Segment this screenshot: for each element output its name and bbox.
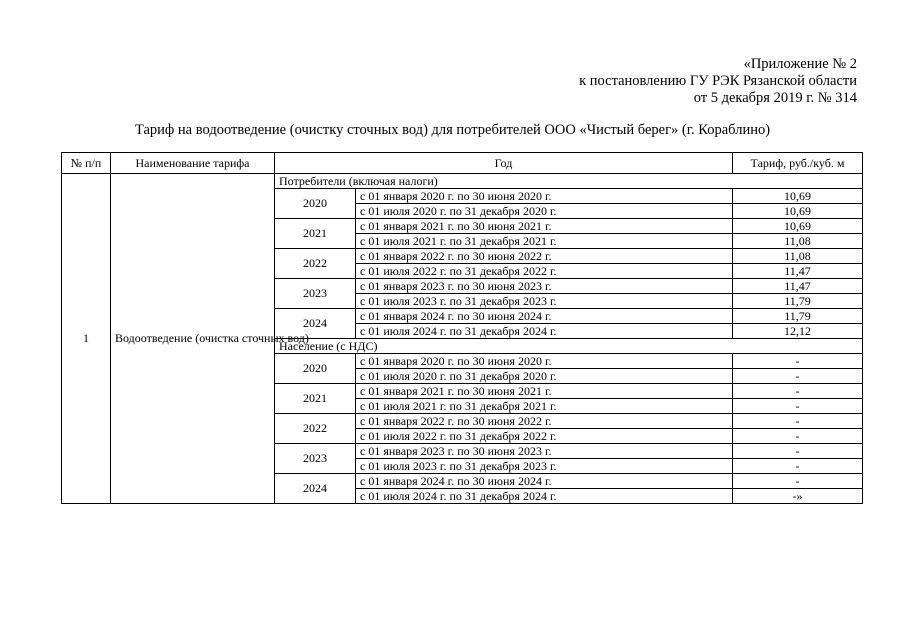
tariff-value-cell: - bbox=[733, 354, 863, 369]
tariff-value-cell: -» bbox=[733, 489, 863, 504]
appendix-line-3: от 5 декабря 2019 г. № 314 bbox=[693, 90, 857, 106]
tariff-value-cell: 12,12 bbox=[733, 324, 863, 339]
period-cell: с 01 января 2024 г. по 30 июня 2024 г. bbox=[356, 309, 733, 324]
year-cell: 2020 bbox=[275, 354, 356, 384]
column-header-name: Наименование тарифа bbox=[111, 153, 275, 174]
tariff-value-cell: 11,08 bbox=[733, 249, 863, 264]
period-cell: с 01 января 2020 г. по 30 июня 2020 г. bbox=[356, 354, 733, 369]
tariff-value-cell: - bbox=[733, 474, 863, 489]
appendix-header bbox=[579, 56, 857, 107]
period-cell: с 01 января 2022 г. по 30 июня 2022 г. bbox=[356, 249, 733, 264]
tariff-name: Водоотведение (очистка сточных вод) bbox=[111, 174, 275, 504]
tariff-value-cell: - bbox=[733, 384, 863, 399]
tariff-value-cell: 11,79 bbox=[733, 309, 863, 324]
tariff-value-cell: 11,08 bbox=[733, 234, 863, 249]
year-cell: 2024 bbox=[275, 474, 356, 504]
tariff-value-cell: 11,47 bbox=[733, 279, 863, 294]
tariff-table bbox=[61, 152, 863, 504]
tariff-value-cell: - bbox=[733, 399, 863, 414]
period-cell: с 01 января 2020 г. по 30 июня 2020 г. bbox=[356, 189, 733, 204]
group-label: Население (с НДС) bbox=[275, 339, 863, 354]
document-title: Тариф на водоотведение (очистку сточных вод) для потребителей ООО «Чистый берег» (г. Кораблино) bbox=[134, 122, 771, 138]
year-cell: 2022 bbox=[275, 249, 356, 279]
period-cell: с 01 июля 2024 г. по 31 декабря 2024 г. bbox=[356, 489, 733, 504]
row-number: 1 bbox=[62, 174, 111, 504]
period-cell: с 01 января 2023 г. по 30 июня 2023 г. bbox=[356, 444, 733, 459]
tariff-value-cell: 11,79 bbox=[733, 294, 863, 309]
column-header-number: № п/п bbox=[62, 153, 111, 174]
year-cell: 2020 bbox=[275, 189, 356, 219]
period-cell: с 01 июля 2023 г. по 31 декабря 2023 г. bbox=[356, 294, 733, 309]
tariff-value-cell: - bbox=[733, 429, 863, 444]
year-cell: 2023 bbox=[275, 444, 356, 474]
period-cell: с 01 января 2024 г. по 30 июня 2024 г. bbox=[356, 474, 733, 489]
appendix-line-1: «Приложение № 2 bbox=[743, 56, 857, 72]
appendix-line-2: к постановлению ГУ РЭК Рязанской области bbox=[579, 73, 857, 89]
year-cell: 2024 bbox=[275, 309, 356, 339]
tariff-value-cell: - bbox=[733, 369, 863, 384]
period-cell: с 01 января 2022 г. по 30 июня 2022 г. bbox=[356, 414, 733, 429]
period-cell: с 01 июля 2021 г. по 31 декабря 2021 г. bbox=[356, 234, 733, 249]
tariff-value-cell: 11,47 bbox=[733, 264, 863, 279]
year-cell: 2021 bbox=[275, 384, 356, 414]
period-cell: с 01 июля 2020 г. по 31 декабря 2020 г. bbox=[356, 204, 733, 219]
tariff-value-cell: - bbox=[733, 459, 863, 474]
year-cell: 2023 bbox=[275, 279, 356, 309]
tariff-value-cell: - bbox=[733, 414, 863, 429]
period-cell: с 01 июля 2021 г. по 31 декабря 2021 г. bbox=[356, 399, 733, 414]
year-cell: 2022 bbox=[275, 414, 356, 444]
tariff-value-cell: 10,69 bbox=[733, 204, 863, 219]
tariff-value-cell: - bbox=[733, 444, 863, 459]
year-cell: 2021 bbox=[275, 219, 356, 249]
period-cell: с 01 июля 2022 г. по 31 декабря 2022 г. bbox=[356, 429, 733, 444]
tariff-value-cell: 10,69 bbox=[733, 219, 863, 234]
group-label: Потребители (включая налоги) bbox=[275, 174, 863, 189]
group-row bbox=[62, 174, 863, 189]
period-cell: с 01 июля 2024 г. по 31 декабря 2024 г. bbox=[356, 324, 733, 339]
period-cell: с 01 июля 2022 г. по 31 декабря 2022 г. bbox=[356, 264, 733, 279]
table-body bbox=[62, 174, 863, 504]
period-cell: с 01 января 2021 г. по 30 июня 2021 г. bbox=[356, 384, 733, 399]
period-cell: с 01 января 2023 г. по 30 июня 2023 г. bbox=[356, 279, 733, 294]
period-cell: с 01 июля 2023 г. по 31 декабря 2023 г. bbox=[356, 459, 733, 474]
period-cell: с 01 июля 2020 г. по 31 декабря 2020 г. bbox=[356, 369, 733, 384]
period-cell: с 01 января 2021 г. по 30 июня 2021 г. bbox=[356, 219, 733, 234]
column-header-year: Год bbox=[275, 153, 733, 174]
column-header-tariff: Тариф, руб./куб. м bbox=[733, 153, 863, 174]
tariff-value-cell: 10,69 bbox=[733, 189, 863, 204]
table-header-row bbox=[62, 153, 863, 174]
